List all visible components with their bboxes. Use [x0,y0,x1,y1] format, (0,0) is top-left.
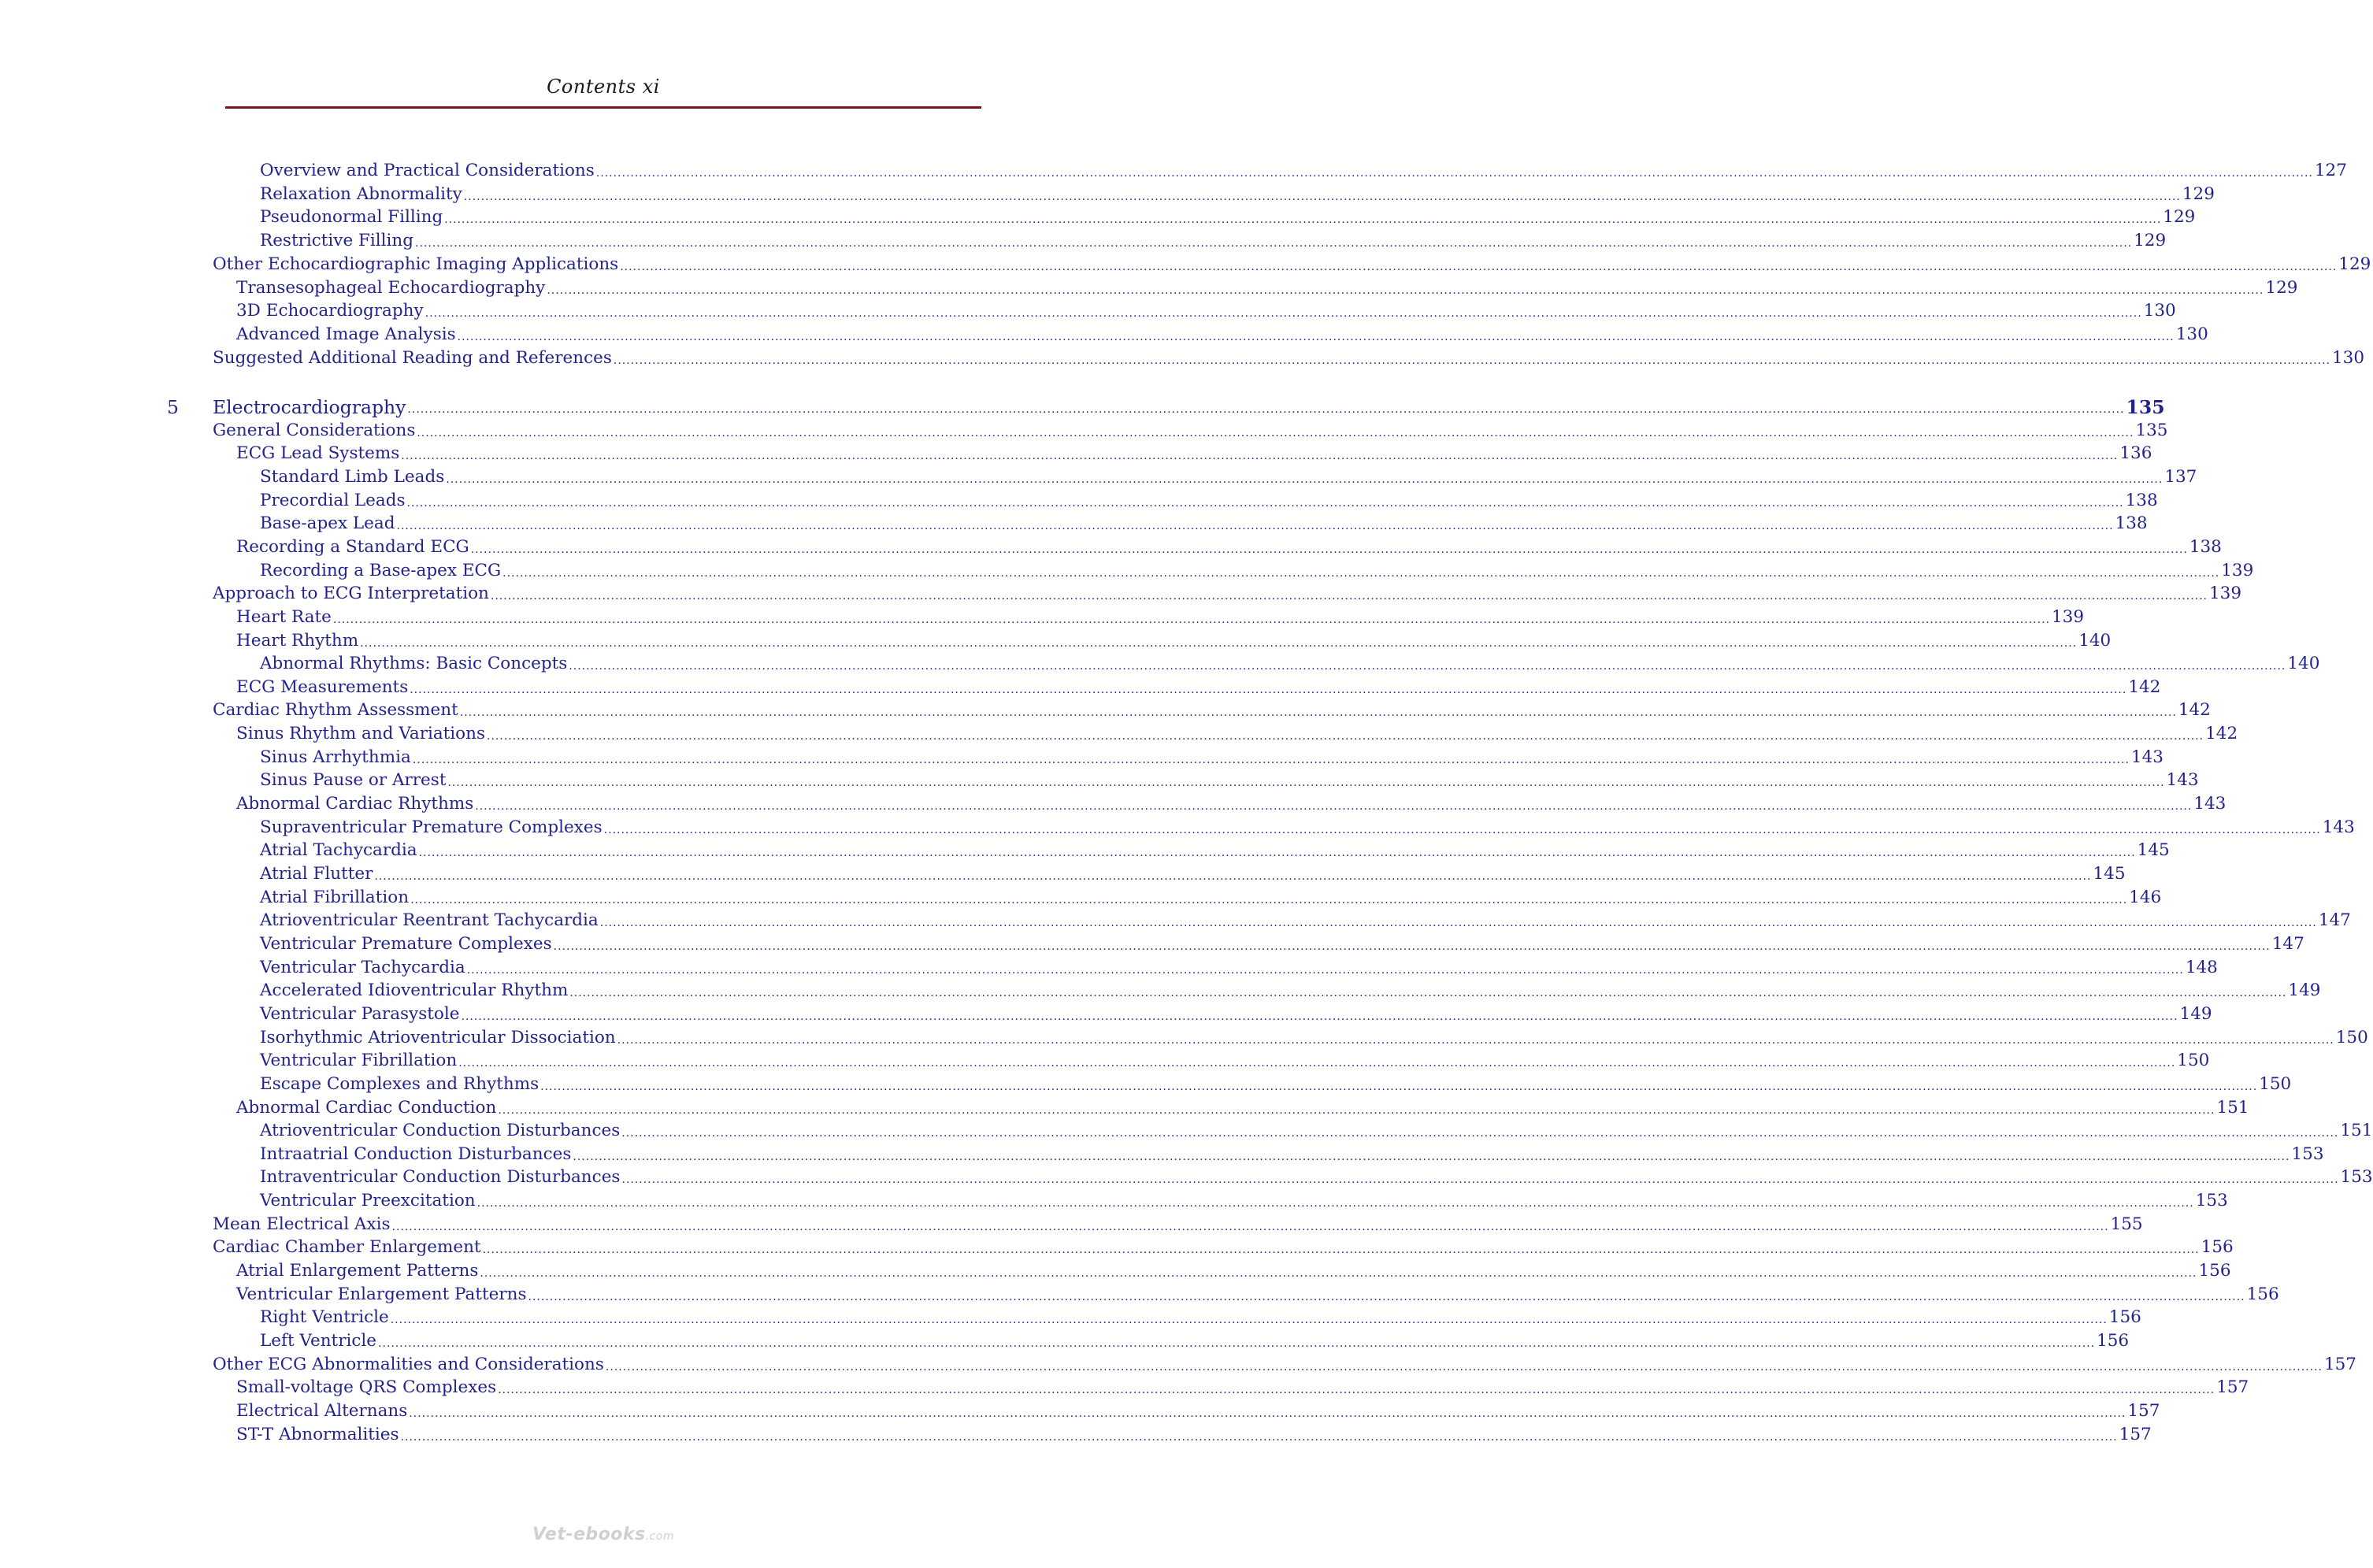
toc-entry-page: 157 [2216,1377,2249,1398]
toc-entry[interactable] [236,299,2176,323]
toc-entry[interactable] [213,419,2168,443]
header-rule [225,106,981,109]
dot-leader: ................................................................................................................................................................................................................................................................................................................................................................................................................ [621,1173,2339,1187]
dot-leader: ................................................................................................................................................................................................................................................................................................................................................................................................................ [400,1430,2118,1444]
toc-entry[interactable] [260,489,2158,513]
toc-entry-title: Sinus Rhythm and Variations [236,724,486,744]
toc-entry-title: Precordial Leads [260,490,406,510]
dot-leader: ................................................................................................................................................................................................................................................................................................................................................................................................................ [360,636,2078,650]
toc-entry-page: 129 [2182,183,2215,204]
running-head: Contents xi [547,76,660,98]
toc-entry[interactable] [236,442,2152,465]
toc-entry[interactable] [213,253,2371,276]
toc-entry-page: 129 [2265,277,2298,298]
toc-entry-page: 147 [2318,910,2351,931]
toc-entry-page: 150 [2335,1027,2368,1047]
toc-entry-title: Electrocardiography [213,396,406,418]
toc-entry[interactable] [260,1189,2228,1213]
toc-entry-title: Ventricular Premature Complexes [260,933,552,954]
dot-leader: ................................................................................................................................................................................................................................................................................................................................................................................................................ [409,1407,2126,1420]
toc-entry-page: 138 [2189,536,2222,557]
toc-entry-title: Isorhythmic Atrioventricular Dissociation [260,1027,616,1047]
toc-entry[interactable] [236,1423,2152,1447]
toc-entry-title: Heart Rate [236,606,332,627]
toc-entry-page: 151 [2216,1097,2249,1118]
toc-entry[interactable] [236,1399,2160,1423]
toc-entry-page: 130 [2143,301,2176,321]
toc-entry-page: 156 [2198,1261,2231,1281]
dot-leader: ................................................................................................................................................................................................................................................................................................................................................................................................................ [569,660,2286,673]
toc-entry-title: ECG Lead Systems [236,443,400,464]
dot-leader: ................................................................................................................................................................................................................................................................................................................................................................................................................ [412,753,2130,766]
chapter-number: 5 [167,396,179,418]
toc-entry-page: 157 [2323,1354,2356,1374]
toc-entry-title: Escape Complexes and Rhythms [260,1073,539,1094]
dot-leader: ................................................................................................................................................................................................................................................................................................................................................................................................................ [603,823,2321,836]
toc-entry[interactable] [260,839,2170,862]
toc-entry[interactable] [213,347,2365,370]
toc-entry-title: Atrial Fibrillation [260,887,410,907]
dot-leader: ................................................................................................................................................................................................................................................................................................................................................................................................................ [457,330,2175,343]
toc-entry-page: 157 [2127,1400,2160,1421]
toc-entry[interactable] [236,629,2112,653]
toc-entry-page: 150 [2259,1073,2292,1094]
dot-leader: ................................................................................................................................................................................................................................................................................................................................................................................................................ [463,190,2181,203]
toc-entry[interactable] [260,652,2320,676]
dot-leader: ................................................................................................................................................................................................................................................................................................................................................................................................................ [480,1267,2197,1281]
toc-entry-page: 155 [2110,1214,2143,1234]
toc-entry[interactable] [236,1096,2249,1120]
dot-leader: ................................................................................................................................................................................................................................................................................................................................................................................................................ [461,1010,2178,1023]
toc-entry-title: Cardiac Chamber Enlargement [213,1237,481,1258]
toc-entry[interactable] [260,1049,2210,1073]
toc-entry-page: 153 [2195,1191,2228,1211]
toc-chapter-entry[interactable] [213,395,2165,419]
toc-entry-title: Small-voltage QRS Complexes [236,1377,497,1398]
toc-entry-title: Transesophageal Echocardiography [236,277,546,298]
dot-leader: ................................................................................................................................................................................................................................................................................................................................................................................................................ [476,1197,2194,1210]
dot-leader: ................................................................................................................................................................................................................................................................................................................................................................................................................ [447,777,2165,790]
toc-entry[interactable] [260,979,2321,1003]
toc-entry[interactable] [260,816,2355,840]
toc-entry-page: 142 [2205,724,2238,744]
dot-leader: ................................................................................................................................................................................................................................................................................................................................................................................................................ [466,963,2184,977]
toc-entry-page: 142 [2128,677,2161,697]
toc-entry-page: 143 [2166,770,2199,791]
toc-entry-page: 143 [2130,747,2164,767]
dot-leader: ................................................................................................................................................................................................................................................................................................................................................................................................................ [599,917,2317,930]
toc-entry-title: Electrical Alternans [236,1400,408,1421]
toc-entry[interactable] [236,1376,2249,1399]
toc-entry-title: Other Echocardiographic Imaging Applications [213,254,619,274]
dot-leader: ................................................................................................................................................................................................................................................................................................................................................................................................................ [621,1127,2339,1140]
toc-entry-title: Supraventricular Premature Complexes [260,817,603,837]
dot-leader: ................................................................................................................................................................................................................................................................................................................................................................................................................ [410,683,2127,696]
toc-entry-page: 136 [2119,443,2152,464]
dot-leader: ................................................................................................................................................................................................................................................................................................................................................................................................................ [410,893,2128,906]
toc-entry-page: 129 [2163,207,2196,228]
dot-leader: ................................................................................................................................................................................................................................................................................................................................................................................................................ [415,237,2133,250]
dot-leader: ................................................................................................................................................................................................................................................................................................................................................................................................................ [605,1360,2323,1373]
toc-entry-title: Abnormal Rhythms: Basic Concepts [260,654,568,674]
toc-entry-title: Ventricular Parasystole [260,1003,460,1024]
toc-entry-title: ST-T Abnormalities [236,1424,399,1444]
toc-entry[interactable] [260,862,2126,886]
toc-entry-title: Atrial Flutter [260,864,373,884]
dot-leader: ................................................................................................................................................................................................................................................................................................................................................................................................................ [620,260,2338,273]
toc-entry-title: Restrictive Filling [260,231,414,251]
toc-entry-title: Left Ventricle [260,1331,376,1351]
toc-entry-title: Cardiac Rhythm Assessment [213,700,458,721]
dot-leader: ................................................................................................................................................................................................................................................................................................................................................................................................................ [444,213,2162,227]
dot-leader: ................................................................................................................................................................................................................................................................................................................................................................................................................ [425,307,2142,321]
dot-leader: ................................................................................................................................................................................................................................................................................................................................................................................................................ [595,167,2313,180]
toc-entry-title: Sinus Pause or Arrest [260,770,447,791]
toc-entry-page: 150 [2177,1051,2210,1071]
toc-entry[interactable] [260,159,2347,183]
toc-entry-page: 156 [2108,1307,2141,1328]
dot-leader: ................................................................................................................................................................................................................................................................................................................................................................................................................ [459,706,2177,720]
toc-entry-page: 130 [2175,324,2208,344]
dot-leader: ................................................................................................................................................................................................................................................................................................................................................................................................................ [401,450,2119,463]
toc-entry[interactable] [260,769,2199,792]
toc-entry-page: 143 [2322,817,2355,837]
toc-entry[interactable] [236,323,2208,347]
toc-entry[interactable] [260,932,2304,956]
toc-entry[interactable] [260,1329,2130,1353]
dot-leader: ................................................................................................................................................................................................................................................................................................................................................................................................................ [374,870,2092,883]
toc-entry-title: Recording a Base-apex ECG [260,560,502,580]
toc-entry[interactable] [213,1236,2234,1259]
dot-leader: ................................................................................................................................................................................................................................................................................................................................................................................................................ [540,1080,2258,1093]
toc-entry-title: Advanced Image Analysis [236,324,456,344]
toc-entry[interactable] [260,1306,2141,1329]
dot-leader: ................................................................................................................................................................................................................................................................................................................................................................................................................ [378,1337,2096,1350]
toc-entry[interactable] [260,183,2215,206]
toc-entry[interactable] [236,276,2298,300]
toc-entry[interactable] [260,1073,2292,1096]
dot-leader: ................................................................................................................................................................................................................................................................................................................................................................................................................ [569,987,2287,1000]
dot-leader: ................................................................................................................................................................................................................................................................................................................................................................................................................ [490,590,2208,603]
toc-entry[interactable] [236,676,2161,699]
dot-leader: ................................................................................................................................................................................................................................................................................................................................................................................................................ [391,1220,2109,1233]
toc-entry-page: 139 [2221,560,2254,580]
toc-entry[interactable] [213,1353,2356,1377]
toc-entry[interactable] [213,1213,2143,1236]
toc-entry-page: 145 [2137,840,2170,861]
dot-leader: ................................................................................................................................................................................................................................................................................................................................................................................................................ [482,1244,2200,1257]
dot-leader: ................................................................................................................................................................................................................................................................................................................................................................................................................ [613,354,2330,367]
toc-entry[interactable] [260,886,2162,910]
toc-entry-page: 130 [2331,347,2365,368]
toc-entry-title: Atrioventricular Conduction Disturbances [260,1121,621,1141]
dot-leader: ................................................................................................................................................................................................................................................................................................................................................................................................................ [498,1384,2215,1397]
dot-leader: ................................................................................................................................................................................................................................................................................................................................................................................................................ [502,566,2220,580]
toc-entry[interactable] [260,229,2167,253]
dot-leader: ................................................................................................................................................................................................................................................................................................................................................................................................................ [406,496,2124,510]
toc-entry[interactable] [260,956,2218,980]
toc-entry[interactable] [260,1026,2368,1050]
dot-leader: ................................................................................................................................................................................................................................................................................................................................................................................................................ [498,1103,2215,1117]
toc-entry-page: 139 [2051,606,2085,627]
toc-entry-page: 139 [2208,584,2242,604]
toc-entry-title: Mean Electrical Axis [213,1214,391,1234]
toc-entry-page: 147 [2271,933,2304,954]
dot-leader: ................................................................................................................................................................................................................................................................................................................................................................................................................ [390,1314,2108,1327]
toc-entry-title: Approach to ECG Interpretation [213,584,489,604]
toc-entry[interactable] [236,536,2222,559]
toc-entry-page: 142 [2178,700,2211,721]
toc-entry-title: Atrioventricular Reentrant Tachycardia [260,910,599,931]
toc-entry-page: 129 [2134,231,2167,251]
toc-entry-page: 140 [2287,654,2320,674]
toc-entry-title: Ventricular Fibrillation [260,1051,458,1071]
toc-entry-title: Intraventricular Conduction Disturbances [260,1167,621,1188]
dot-leader: ................................................................................................................................................................................................................................................................................................................................................................................................................ [458,1057,2176,1070]
toc-entry[interactable] [236,722,2238,746]
toc-entry-title: General Considerations [213,420,416,440]
toc-entry-title: Suggested Additional Reading and References [213,347,612,368]
toc-entry-title: Relaxation Abnormality [260,183,462,204]
toc-entry-page: 156 [2201,1237,2234,1258]
toc-entry-title: Base-apex Lead [260,513,395,534]
toc-entry-title: Standard Limb Leads [260,466,445,487]
toc-entry-page: 153 [2340,1167,2373,1188]
toc-entry[interactable] [213,582,2242,606]
toc-entry-title: Ventricular Enlargement Patterns [236,1284,527,1304]
dot-leader: ................................................................................................................................................................................................................................................................................................................................................................................................................ [573,1150,2290,1163]
toc-entry-title: Accelerated Idioventricular Rhythm [260,980,569,1001]
dot-leader: ................................................................................................................................................................................................................................................................................................................................................................................................................ [487,730,2204,743]
dot-leader: ................................................................................................................................................................................................................................................................................................................................................................................................................ [470,543,2188,556]
toc-entry-title: Heart Rhythm [236,630,359,651]
toc-entry-page: 149 [2179,1003,2212,1024]
dot-leader: ................................................................................................................................................................................................................................................................................................................................................................................................................ [528,1290,2245,1303]
toc-entry-title: Abnormal Cardiac Conduction [236,1097,497,1118]
dot-leader: ................................................................................................................................................................................................................................................................................................................................................................................................................ [547,284,2264,297]
toc-entry-page: 135 [2126,396,2165,418]
toc-entry-title: Recording a Standard ECG [236,536,469,557]
toc-entry[interactable] [260,909,2351,932]
toc-entry[interactable] [260,512,2148,536]
toc-entry-page: 156 [2246,1284,2279,1304]
toc-entry[interactable] [260,206,2196,229]
dot-leader: ................................................................................................................................................................................................................................................................................................................................................................................................................ [396,520,2114,533]
toc-entry[interactable] [260,465,2197,489]
toc-entry[interactable] [260,1119,2373,1143]
toc-entry[interactable] [236,1283,2279,1307]
dot-leader: ................................................................................................................................................................................................................................................................................................................................................................................................................ [617,1033,2334,1047]
toc-entry-page: 140 [2078,630,2112,651]
toc-entry-page: 135 [2135,420,2168,440]
toc-entry[interactable] [260,1143,2324,1166]
toc-entry-page: 149 [2288,980,2321,1001]
toc-entry-title: Sinus Arrhythmia [260,747,411,767]
toc-entry-title: ECG Measurements [236,677,409,697]
toc-entry-page: 145 [2093,864,2126,884]
dot-leader: ................................................................................................................................................................................................................................................................................................................................................................................................................ [553,940,2271,953]
toc-entry-title: Ventricular Tachycardia [260,957,465,977]
dot-leader: ................................................................................................................................................................................................................................................................................................................................................................................................................ [446,473,2164,486]
dot-leader: ................................................................................................................................................................................................................................................................................................................................................................................................................ [475,800,2193,814]
toc-entry-page: 157 [2119,1424,2152,1444]
toc-entry-page: 146 [2129,887,2162,907]
watermark-logo: Vet-ebooks.com [532,1525,674,1544]
toc-entry-title: Intraatrial Conduction Disturbances [260,1144,572,1164]
toc-entry-page: 143 [2193,794,2227,814]
toc-entry-title: Ventricular Preexcitation [260,1191,476,1211]
toc-entry[interactable] [236,792,2227,816]
toc-entry-title: Pseudonormal Filling [260,207,443,228]
toc-entry-title: 3D Echocardiography [236,301,424,321]
dot-leader: ................................................................................................................................................................................................................................................................................................................................................................................................................ [417,426,2134,439]
toc-entry[interactable] [260,559,2254,583]
dot-leader: ................................................................................................................................................................................................................................................................................................................................................................................................................ [332,613,2050,626]
toc-entry-title: Right Ventricle [260,1307,389,1328]
toc-entry-page: 137 [2164,466,2197,487]
toc-entry-page: 129 [2338,254,2371,274]
toc-entry-page: 151 [2340,1121,2373,1141]
toc-entry[interactable] [236,606,2085,629]
toc-entry-title: Other ECG Abnormalities and Considerations [213,1354,604,1374]
toc-entry[interactable] [260,1003,2212,1026]
toc-entry-page: 156 [2097,1331,2130,1351]
toc-entry[interactable] [260,1166,2373,1189]
toc-entry-page: 148 [2185,957,2218,977]
toc-entry-page: 127 [2314,161,2347,180]
toc-entry-title: Overview and Practical Considerations [260,161,595,180]
toc-entry[interactable] [213,699,2211,722]
toc-entry[interactable] [260,746,2164,769]
toc-entry-page: 138 [2115,513,2148,534]
toc-entry-title: Atrial Enlargement Patterns [236,1261,479,1281]
toc-entry-title: Atrial Tachycardia [260,840,417,861]
dot-leader: ................................................................................................................................................................................................................................................................................................................................................................................................................ [407,403,2125,416]
toc-entry-page: 138 [2125,490,2158,510]
toc-entry-page: 153 [2291,1144,2324,1164]
dot-leader: ................................................................................................................................................................................................................................................................................................................................................................................................................ [418,847,2136,860]
toc-entry[interactable] [236,1259,2231,1283]
toc-entry-title: Abnormal Cardiac Rhythms [236,794,474,814]
